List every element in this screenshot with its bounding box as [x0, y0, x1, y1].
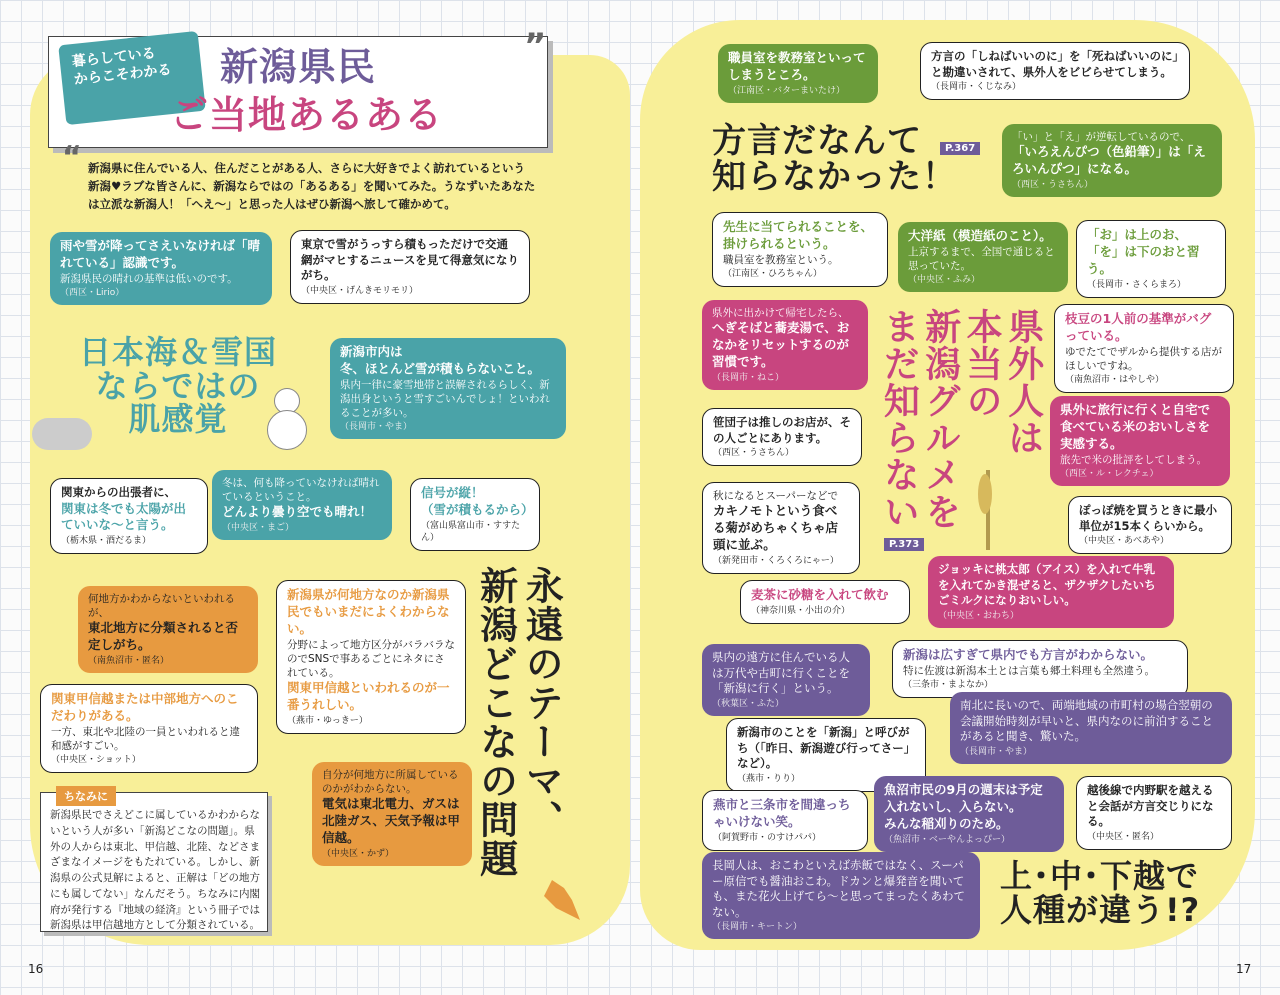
note-body: 新潟県民でさえどこに属しているかわからないという人が多い「新潟どこなの問題」。県外の人からは東北、甲信越、北陸、などさまざまなイメージをもたれている。しかし、新潟県の公式見解によると、正解は「どの地方にも属してない」なんだそう。ちなみに内閣府が発行する『地域の経済』という冊子では新潟県は甲信越地方として分類されている。: [50, 809, 260, 932]
section-dialect: 方言だなんて 知らなかった！: [712, 121, 957, 197]
bubble-b7: 何地方かわからないといわれるが、 東北地方に分類されると否定しがち。 （南魚沼市・匿名）: [78, 586, 258, 673]
bubble-b22: ぽっぽ焼を買うときに最小単位が15本くらいから。 （中央区・あべあや）: [1068, 496, 1232, 554]
bubble-b14: 先生に当てられることを、掛けられるという。 職員室を教務室という。 （江南区・ひろちゃん）: [712, 212, 888, 287]
snowman-icon: [264, 388, 310, 458]
section-gourmet: 県外人は 本当の 新潟グルメを まだ知らない: [878, 308, 1044, 530]
dialect-page-ref: P.367: [940, 142, 980, 155]
title-tag: 暮らしている からこそわかる: [58, 31, 206, 125]
quote-open-icon: “: [62, 140, 82, 175]
bubble-b3: 新潟市内は 冬、ほとんど雪が積もらないこと。 県内一律に豪雪地帯と誤解されるらしく、新潟出身というと雪すごいんでしょ！といわれることが多い。 （長岡市・やま）: [330, 338, 566, 439]
bubble-b15: 大洋紙（模造紙のこと）。 上京するまで、全国で通じると思っていた。 （中央区・ふみ）: [898, 222, 1068, 292]
bubble-b1: 雨や雪が降ってさえいなければ「晴れている」認識です。 新潟県民の晴れの基準は低いのです。 （西区・Lirio）: [50, 232, 272, 305]
intro-text: 新潟県に住んでいる人、住んだことがある人、さらに大好きでよく訪れているという新潟♥ラブな皆さんに、新潟ならではの「あるある」を聞いてみた。うなずいたあなたは立派な新潟人！「へえ～」と思った人はぜひ新潟へ旅して確かめて。: [88, 161, 536, 211]
bubble-b28: 新潟市のことを「新潟」と呼びがち（「昨日、新潟遊び行ってさー」など）。 （燕市・りり）: [726, 718, 926, 792]
section-eternal: 永遠のテーマ、 新潟どこなの問題: [473, 566, 564, 878]
bubble-b2: 東京で雪がうっすら積もっただけで交通網がマヒするニュースを見て得意気になりがち。 （中央区・げんきモリモリ）: [290, 230, 530, 304]
quote-icon: ”: [524, 26, 547, 66]
title-line1: 新潟県民: [220, 45, 377, 89]
bubble-b32: 長岡人は、おこわといえば赤飯ではなく、スーパー原信でも醤油おこわ。ドカンと爆発音を聞いても、また花火上げてら～と思ってまったくあわてない。 （長岡市・キートン）: [702, 852, 980, 939]
cloud-icon: [32, 418, 92, 450]
bubble-b5: 冬は、何も降っていなければ晴れているということ。 どんより曇り空でも晴れ！ （中央区・まご）: [212, 470, 392, 540]
note-title: ちなみに: [56, 786, 116, 806]
bubble-b19: 笹団子は推しのお店が、その人ごとにあります。 （西区・うさちん）: [702, 408, 862, 466]
bubble-b6: 信号が縦！ （雪が積もるから） （富山県富山市・すすたん）: [410, 478, 540, 551]
bubble-b31: 越後線で内野駅を越えると会話が方言交じりになる。 （中央区・匿名）: [1076, 776, 1232, 850]
bubble-b13: 「い」と「え」が逆転しているので、 「いろえんぴつ（色鉛筆）」は「えろいんぴつ」になる。 （西区・うさちん）: [1002, 124, 1222, 197]
bubble-b20: 県外に旅行に行くと自宅で食べている米のおいしさを実感する。 旅先で米の批評をしてしまう。 （西区・ル・レクチェ）: [1050, 396, 1230, 486]
bubble-b25: 県内の遠方に住んでいる人は万代や古町に行くことを「新潟に行く」という。 （秋葉区・ふた）: [702, 644, 870, 716]
bubble-b12: 方言の「しねばいいのに」を「死ねばいいのに」と勘違いされて、県外人をビビらせてしまう。 （長岡市・くじなみ）: [920, 42, 1190, 100]
bubble-b30: 魚沼市民の9月の週末は予定入れないし、入らない。 みんな稲刈りのため。 （魚沼市・ベーやんよっぴー）: [874, 776, 1064, 852]
bubble-b8: 新潟県が何地方なのか新潟県民でもいまだによくわからない。 分野によって地方区分がバラバラなのでSNSで事あるごとにネタにされている。 関東甲信越といわれるのが一番うれしい。 （燕市・ゆっきー）: [276, 580, 466, 734]
bubble-b27: 南北に長いので、両端地域の市町村の場合翌朝の会議開始時刻が早いと、県内なのに前泊することがあると聞き、驚いた。 （長岡市・やま）: [950, 692, 1232, 764]
bubble-b24: 麦茶に砂糖を入れて飲む （神奈川県・小出の介）: [740, 580, 910, 624]
section-region: 上･中･下越で 人種が違う!?: [1000, 857, 1201, 929]
bubble-b23: ジョッキに桃太郎（アイス）を入れて牛乳を入れてかき混ぜると、ザクザクしたいちごミルクになりおいしい。 （中央区・おわち）: [928, 556, 1174, 628]
bubble-b9: 関東甲信越または中部地方へのこだわりがある。 一方、東北や北陸の一員といわれると違和感がすごい。 （中央区・ショット）: [40, 684, 258, 773]
bubble-b4: 関東からの出張者に、 関東は冬でも太陽が出ていいな～と言う。 （栃木県・酒だるま）: [50, 478, 208, 554]
page-number-right: 17: [1236, 962, 1252, 976]
bubble-b29: 燕市と三条市を間違っちゃいけない笑。 （阿賀野市・のすけパパ）: [702, 790, 868, 851]
bubble-b16: 「お」は上のお、 「を」は下のおと習う。 （長岡市・さくらまろ）: [1076, 220, 1226, 298]
page-number-left: 16: [28, 962, 44, 976]
bubble-b10: 自分が何地方に所属しているのかがわからない。 電気は東北電力、ガスは北陸ガス、天気予報は甲信越。 （中央区・かず）: [312, 762, 472, 866]
bubble-b26: 新潟は広すぎて県内でも方言がわからない。 特に佐渡は新潟本土とは言葉も郷土料理も全然違う。 （三条市・まよなか）: [892, 640, 1188, 698]
bubble-b11: 職員室を教務室といってしまうところ。 （江南区・バターまいたけ）: [718, 44, 878, 103]
section-weather: 日本海＆雪国 ならではの 肌感覚: [78, 333, 277, 439]
bubble-b17: 県外に出かけて帰宅したら、 へぎそばと蕎麦湯で、おなかをリセットするのが習慣です。 （長岡市・ねこ）: [702, 300, 868, 390]
gourmet-page-ref: P.373: [884, 538, 924, 551]
title-line2: ご当地あるある: [170, 93, 444, 137]
bubble-b18: 枝豆の1人前の基準がバグっている。 ゆでたてでザルから提供する店がほしいですね。 （南魚沼市・はやしや）: [1054, 304, 1234, 393]
rice-plant-icon: [968, 470, 1008, 550]
bubble-b21: 秋になるとスーパーなどで カキノモトという食べる菊がめちゃくちゃ店頭に並ぶ。 （新発田市・くろくろにゃー）: [702, 482, 860, 574]
